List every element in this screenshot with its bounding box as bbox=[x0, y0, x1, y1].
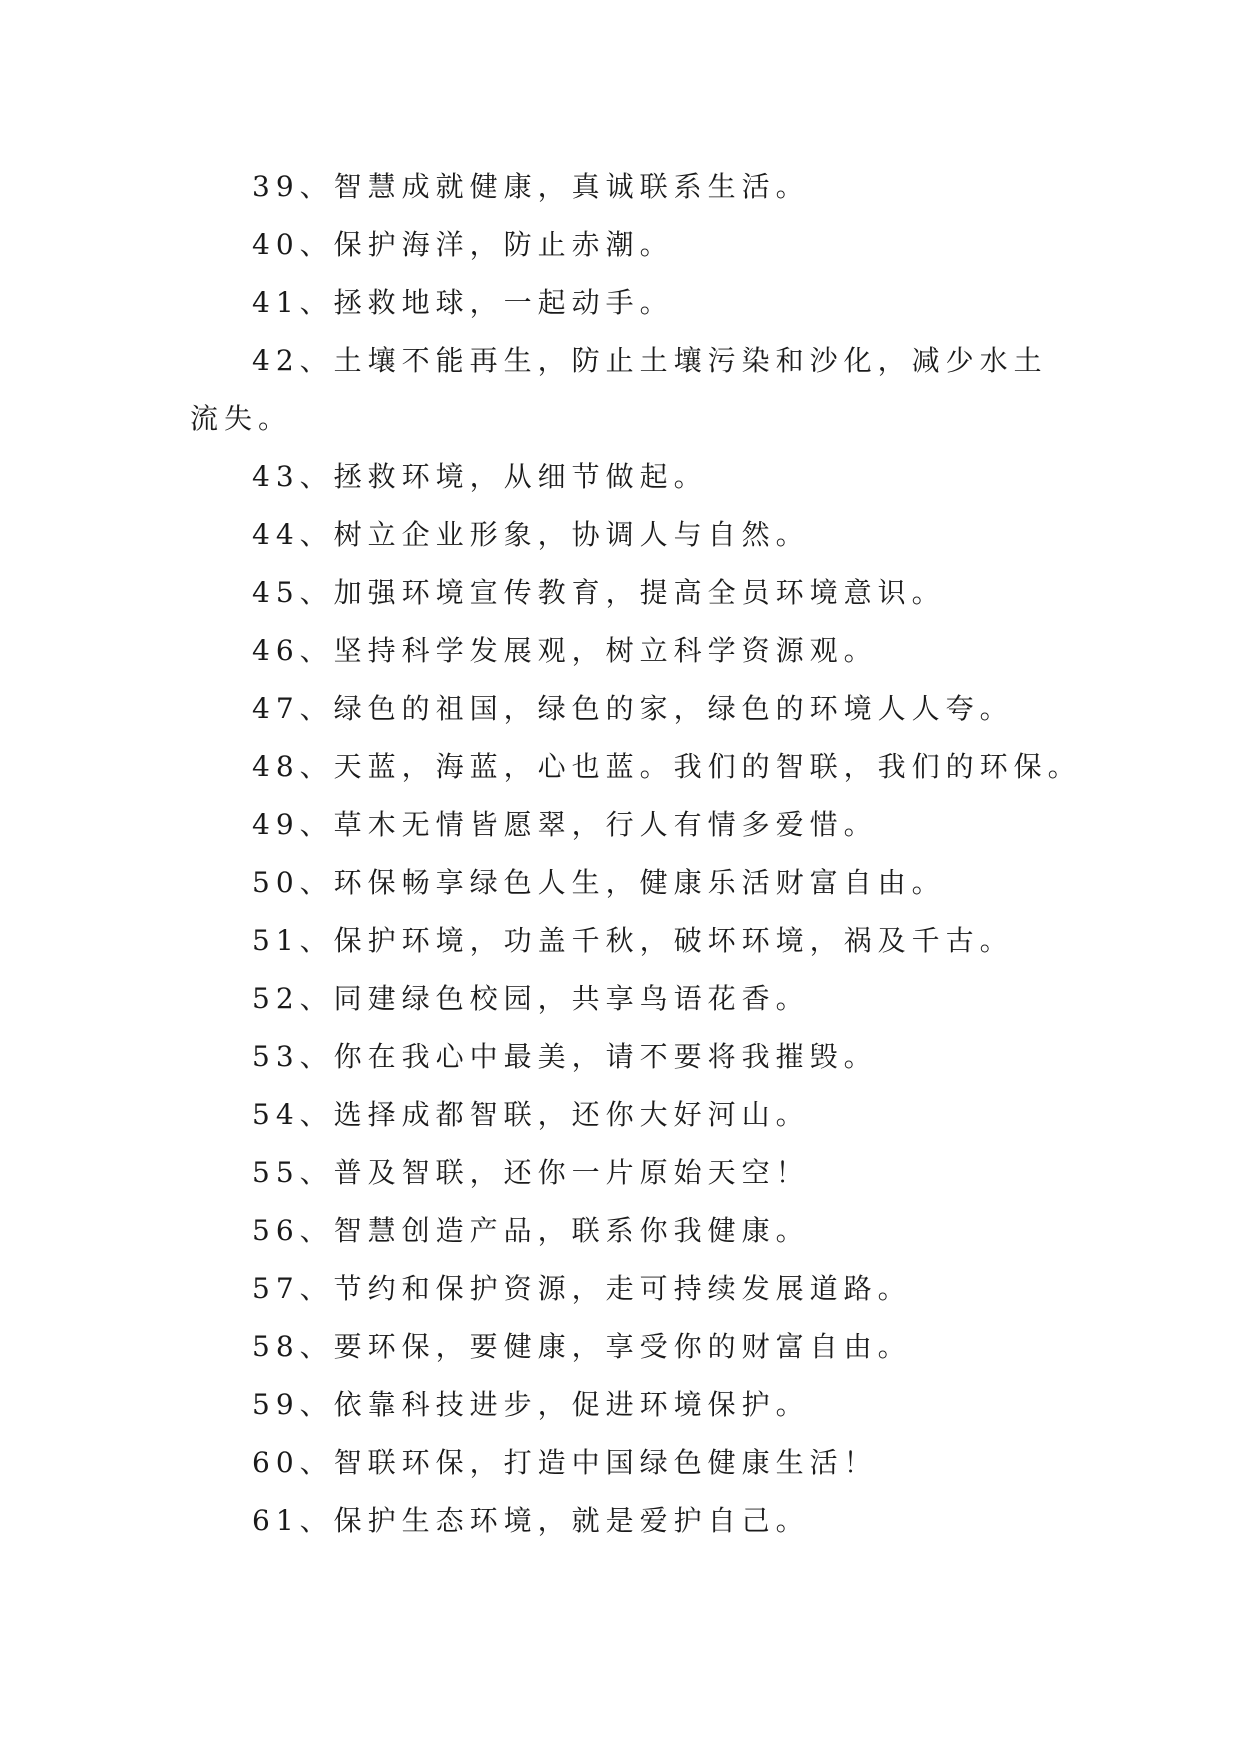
slogan-50: 50、环保畅享绿色人生，健康乐活财富自由。 bbox=[252, 866, 946, 899]
slogan-list bbox=[190, 158, 1082, 1550]
slogan-53: 53、你在我心中最美，请不要将我摧毁。 bbox=[252, 1040, 878, 1073]
slogan-59: 59、依靠科技进步，促进环境保护。 bbox=[252, 1388, 810, 1421]
slogan-47: 47、绿色的祖国，绿色的家，绿色的环境人人夸。 bbox=[252, 692, 1014, 725]
slogan-51: 51、保护环境，功盖千秋，破坏环境，祸及千古。 bbox=[252, 924, 1014, 957]
slogan-61: 61、保护生态环境，就是爱护自己。 bbox=[252, 1504, 810, 1537]
slogan-57: 57、节约和保护资源，走可持续发展道路。 bbox=[252, 1272, 912, 1305]
slogan-42: 42、土壤不能再生，防止土壤污染和沙化，减少水土流失。 bbox=[190, 344, 1048, 435]
slogan-45: 45、加强环境宣传教育，提高全员环境意识。 bbox=[252, 576, 946, 609]
slogan-41: 41、拯救地球，一起动手。 bbox=[252, 286, 674, 319]
slogan-46: 46、坚持科学发展观，树立科学资源观。 bbox=[252, 634, 878, 667]
slogan-56: 56、智慧创造产品，联系你我健康。 bbox=[252, 1214, 810, 1247]
slogan-60: 60、智联环保，打造中国绿色健康生活！ bbox=[252, 1446, 878, 1479]
slogan-39: 39、智慧成就健康，真诚联系生活。 bbox=[252, 170, 810, 203]
slogan-58: 58、要环保，要健康，享受你的财富自由。 bbox=[252, 1330, 912, 1363]
slogan-44: 44、树立企业形象，协调人与自然。 bbox=[252, 518, 810, 551]
slogan-52: 52、同建绿色校园，共享鸟语花香。 bbox=[252, 982, 810, 1015]
slogan-54: 54、选择成都智联，还你大好河山。 bbox=[252, 1098, 810, 1131]
slogan-49: 49、草木无情皆愿翠，行人有情多爱惜。 bbox=[252, 808, 878, 841]
slogan-40: 40、保护海洋，防止赤潮。 bbox=[252, 228, 674, 261]
slogan-43: 43、拯救环境，从细节做起。 bbox=[252, 460, 708, 493]
slogan-55: 55、普及智联，还你一片原始天空！ bbox=[252, 1156, 810, 1189]
slogan-48: 48、天蓝，海蓝，心也蓝。我们的智联，我们的环保。 bbox=[252, 750, 1082, 783]
